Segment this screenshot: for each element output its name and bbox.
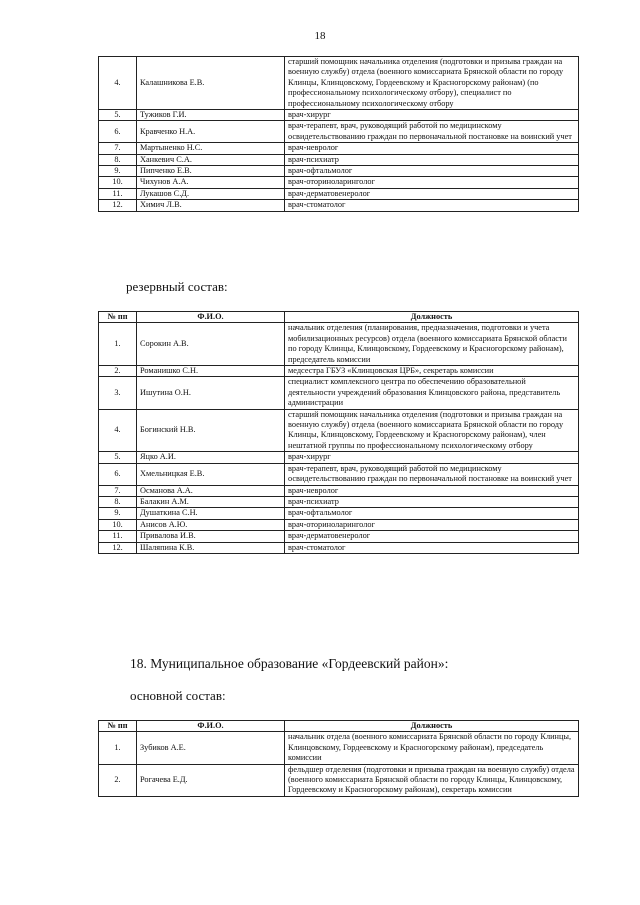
table-row bbox=[99, 366, 579, 377]
main-composition-table bbox=[98, 720, 579, 797]
person-position: врач-дерматовенеролог bbox=[285, 531, 579, 542]
row-number: 11. bbox=[99, 531, 137, 542]
person-name: Балакин А.М. bbox=[137, 496, 285, 507]
row-number: 7. bbox=[99, 143, 137, 154]
row-number: 5. bbox=[99, 110, 137, 121]
municipality-heading: 18. Муниципальное образование «Гордеевский район»: bbox=[130, 656, 449, 671]
person-position: начальник отдела (военного комиссариата Брянской области по городу Клинцы, Клинцовскому, Гордеевскому и Красногорскому районам), председатель комиссии bbox=[285, 732, 579, 764]
person-name: Шаляпина К.В. bbox=[137, 542, 285, 553]
table-row bbox=[99, 496, 579, 507]
row-number: 4. bbox=[99, 409, 137, 452]
table-row bbox=[99, 377, 579, 409]
person-position: старший помощник начальника отделения (подготовки и призыва граждан на военную службу) отдела (военного комиссариата Брянской области по городу Клинцы, Клинцовскому, Гордеевскому и Красногорскому районам) (по профессиональному психологическому отбору), специалист по профессиональному психологическому отбору bbox=[285, 57, 579, 110]
table-row bbox=[99, 531, 579, 542]
person-position: специалист комплексного центра по обеспечению образовательной деятельности учреждений образования Клинцовского района, представитель администрации bbox=[285, 377, 579, 409]
person-name: Чихунов А.А. bbox=[137, 177, 285, 188]
person-name: Романишко С.Н. bbox=[137, 366, 285, 377]
row-number: 8. bbox=[99, 154, 137, 165]
row-number: 1. bbox=[99, 323, 137, 366]
person-name: Лукашов С.Д. bbox=[137, 188, 285, 199]
person-position: врач-психиатр bbox=[285, 496, 579, 507]
table-row bbox=[99, 166, 579, 177]
person-name: Хмельницкая Е.В. bbox=[137, 463, 285, 485]
column-header-name: Ф.И.О. bbox=[137, 721, 285, 732]
row-number: 2. bbox=[99, 366, 137, 377]
person-name: Тужиков Г.И. bbox=[137, 110, 285, 121]
column-header-number: № пп bbox=[99, 721, 137, 732]
table-row bbox=[99, 188, 579, 199]
person-position: врач-офтальмолог bbox=[285, 166, 579, 177]
column-header-name: Ф.И.О. bbox=[137, 312, 285, 323]
row-number: 12. bbox=[99, 542, 137, 553]
table-row bbox=[99, 542, 579, 553]
person-name: Османова А.А. bbox=[137, 485, 285, 496]
person-position: врач-стоматолог bbox=[285, 542, 579, 553]
table-row bbox=[99, 154, 579, 165]
table-row bbox=[99, 409, 579, 452]
table-row bbox=[99, 177, 579, 188]
person-name: Пипченко Е.В. bbox=[137, 166, 285, 177]
table-row bbox=[99, 764, 579, 796]
page-number: 18 bbox=[314, 30, 326, 42]
person-name: Кравченко Н.А. bbox=[137, 121, 285, 143]
table-row bbox=[99, 110, 579, 121]
table-row bbox=[99, 508, 579, 519]
table-row bbox=[99, 323, 579, 366]
row-number: 5. bbox=[99, 452, 137, 463]
person-position: медсестра ГБУЗ «Клинцовская ЦРБ», секретарь комиссии bbox=[285, 366, 579, 377]
row-number: 12. bbox=[99, 200, 137, 211]
reserve-composition-table bbox=[98, 311, 579, 554]
table-row bbox=[99, 485, 579, 496]
person-position: врач-невролог bbox=[285, 143, 579, 154]
table-row bbox=[99, 732, 579, 764]
table-header-row bbox=[99, 312, 579, 323]
row-number: 2. bbox=[99, 764, 137, 796]
person-position: старший помощник начальника отделения (подготовки и призыва граждан на военную службу) отдела (военного комиссариата Брянской области по городу Клинцы, Клинцовскому, Гордеевскому и Красногорскому районам), член нештатной группы по профессиональному психологическому отбору bbox=[285, 409, 579, 452]
row-number: 7. bbox=[99, 485, 137, 496]
person-position: врач-дерматовенеролог bbox=[285, 188, 579, 199]
row-number: 3. bbox=[99, 377, 137, 409]
reserve-composition-heading: резервный состав: bbox=[126, 279, 228, 294]
person-name: Сорокин А.В. bbox=[137, 323, 285, 366]
table-row bbox=[99, 200, 579, 211]
person-position: врач-хирург bbox=[285, 452, 579, 463]
person-position: врач-терапевт, врач, руководящий работой по медицинскому освидетельствованию граждан по первоначальной постановке на воинский учет bbox=[285, 463, 579, 485]
person-name: Душаткина С.Н. bbox=[137, 508, 285, 519]
person-name: Ишутина О.Н. bbox=[137, 377, 285, 409]
row-number: 4. bbox=[99, 57, 137, 110]
table-row bbox=[99, 452, 579, 463]
row-number: 9. bbox=[99, 166, 137, 177]
person-name: Калашникова Е.В. bbox=[137, 57, 285, 110]
main-composition-heading: основной состав: bbox=[130, 688, 226, 703]
person-name: Привалова И.В. bbox=[137, 531, 285, 542]
table-row bbox=[99, 463, 579, 485]
person-position: врач-хирург bbox=[285, 110, 579, 121]
row-number: 11. bbox=[99, 188, 137, 199]
person-name: Богинский Н.В. bbox=[137, 409, 285, 452]
table-row bbox=[99, 143, 579, 154]
person-position: врач-невролог bbox=[285, 485, 579, 496]
column-header-position: Должность bbox=[285, 721, 579, 732]
table-row bbox=[99, 121, 579, 143]
person-position: врач-терапевт, врач, руководящий работой по медицинскому освидетельствованию граждан по первоначальной постановке на воинский учет bbox=[285, 121, 579, 143]
person-position: врач-оториноларинголог bbox=[285, 177, 579, 188]
person-name: Ханкевич С.А. bbox=[137, 154, 285, 165]
row-number: 9. bbox=[99, 508, 137, 519]
person-position: врач-психиатр bbox=[285, 154, 579, 165]
person-name: Анисов А.Ю. bbox=[137, 519, 285, 530]
row-number: 6. bbox=[99, 463, 137, 485]
person-name: Яцко А.И. bbox=[137, 452, 285, 463]
person-position: начальник отделения (планирования, предназначения, подготовки и учета мобилизационных ресурсов) отдела (военного комиссариата Брянской области по городу Клинцы, Клинцовскому, Гордеевскому и Красногорскому районам), председатель комиссии bbox=[285, 323, 579, 366]
person-position: врач-офтальмолог bbox=[285, 508, 579, 519]
table-header-row bbox=[99, 721, 579, 732]
person-position: фельдшер отделения (подготовки и призыва граждан на военную службу) отдела (военного комиссариата Брянской области по городу Клинцы, Клинцовскому, Гордеевскому и Красногорскому районам), секретарь комиссии bbox=[285, 764, 579, 796]
person-name: Химич Л.В. bbox=[137, 200, 285, 211]
person-name: Мартыненко Н.С. bbox=[137, 143, 285, 154]
row-number: 10. bbox=[99, 177, 137, 188]
column-header-number: № пп bbox=[99, 312, 137, 323]
row-number: 10. bbox=[99, 519, 137, 530]
row-number: 8. bbox=[99, 496, 137, 507]
person-position: врач-стоматолог bbox=[285, 200, 579, 211]
row-number: 1. bbox=[99, 732, 137, 764]
person-position: врач-оториноларинголог bbox=[285, 519, 579, 530]
table-row bbox=[99, 57, 579, 110]
column-header-position: Должность bbox=[285, 312, 579, 323]
table-row bbox=[99, 519, 579, 530]
row-number: 6. bbox=[99, 121, 137, 143]
person-name: Зубиков А.Е. bbox=[137, 732, 285, 764]
commission-table-continued bbox=[98, 56, 579, 212]
person-name: Рогачева Е.Д. bbox=[137, 764, 285, 796]
